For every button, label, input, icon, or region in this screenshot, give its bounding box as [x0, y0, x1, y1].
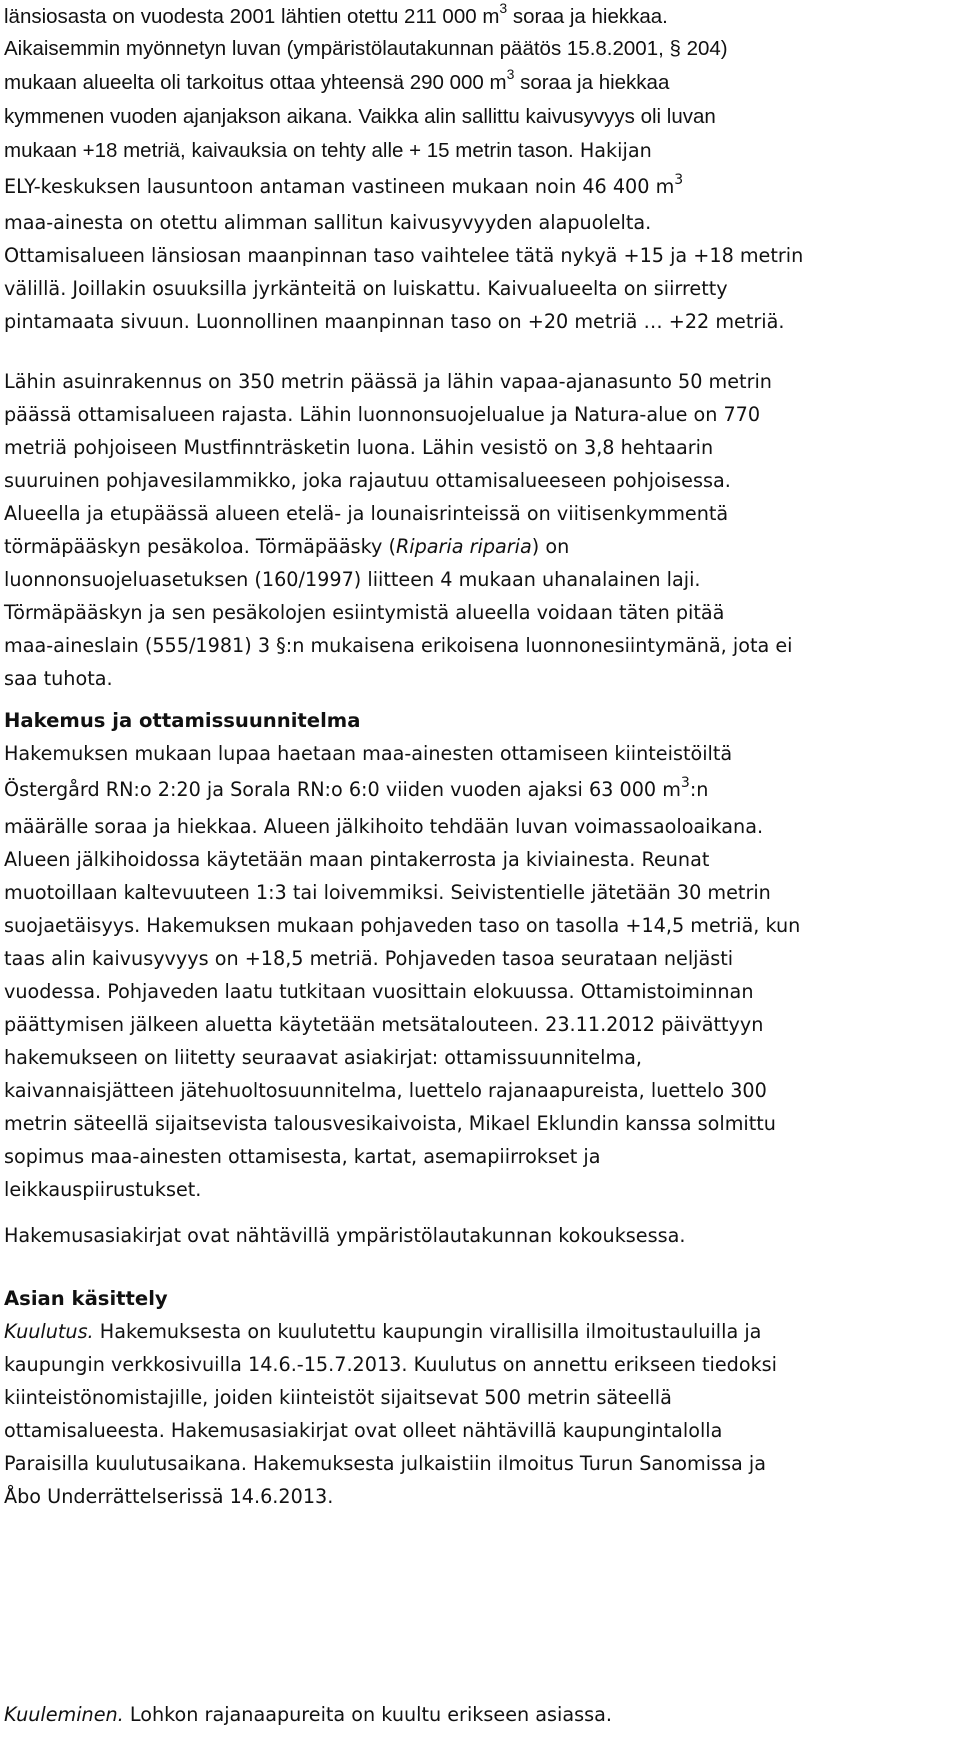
text-line: taas alin kaivusyvyys on +18,5 metriä. Pohjaveden tasoa seurataan neljästi	[4, 947, 734, 970]
text-line: saa tuhota.	[4, 667, 113, 690]
intro-text: mukaan alueelta oli tarkoitus ottaa yhteensä 290 000 m	[4, 71, 507, 94]
text-fragment: ) on	[531, 535, 570, 558]
text-line: sopimus maa-ainesten ottamisesta, kartat, asemapiirrokset ja	[4, 1145, 601, 1168]
text-line: metrin säteellä sijaitsevista talousvesikaivoista, Mikael Eklundin kanssa solmittu	[4, 1112, 776, 1135]
intro-line	[4, 168, 803, 206]
intro-text: länsiosasta on vuodesta 2001 lähtien otettu 211 000 m	[4, 5, 500, 28]
text-line: muotoillaan kaltevuuteen 1:3 tai loivemmiksi. Seivistentielle jätetään 30 metrin	[4, 881, 771, 904]
text-line: Lähin asuinrakennus on 350 metrin päässä ja lähin vapaa-ajanasunto 50 metrin	[4, 370, 772, 393]
text-line: maa-aineslain (555/1981) 3 §:n mukaisena erikoisena luonnonesiintymänä, jota ei	[4, 634, 793, 657]
text-fragment: törmäpääskyn pesäkoloa. Törmäpääsky (	[4, 535, 396, 558]
intro-line: Ottamisalueen länsiosan maanpinnan taso vaihtelee tätä nykyä +15 ja +18 metrin	[4, 244, 804, 267]
text-line: ottamisalueesta. Hakemusasiakirjat ovat olleet nähtävillä kaupungintalolla	[4, 1419, 723, 1442]
application-section	[4, 704, 800, 1206]
intro-line: pintamaata sivuun. Luonnollinen maanpinnan taso on +20 metriä … +22 metriä.	[4, 310, 785, 333]
text-fragment: :n	[689, 778, 709, 801]
section-heading: Hakemus ja ottamissuunnitelma	[4, 709, 361, 732]
text-line: kaupungin verkkosivuilla 14.6.-15.7.2013. Kuulutus on annettu erikseen tiedoksi	[4, 1353, 778, 1376]
intro-text: soraa ja hiekkaa.	[507, 5, 668, 28]
text-line: Alueen jälkihoidossa käytetään maan pintakerrosta ja kiviainesta. Reunat	[4, 848, 710, 871]
intro-text: soraa ja hiekkaa	[514, 71, 670, 94]
kuulutus-label: Kuulutus.	[4, 1320, 94, 1343]
intro-line: maa-ainesta on otettu alimman sallitun kaivusyvyyden alapuolelta.	[4, 211, 652, 234]
text-line: suuruinen pohjavesilammikko, joka rajautuu ottamisalueeseen pohjoisessa.	[4, 469, 731, 492]
superscript: 3	[506, 66, 515, 83]
intro-text: mukaan +18 metriä, kaivauksia on tehty alle + 15 metrin tason.	[4, 139, 574, 162]
text-line: luonnonsuojeluasetuksen (160/1997) liitteen 4 mukaan uhanalainen laji.	[4, 568, 701, 591]
intro-line: kymmenen vuoden ajanjakson aikana. Vaikka alin sallittu kaivusyvyys oli luvan	[4, 105, 716, 128]
species-name: Riparia riparia	[395, 535, 532, 558]
text-fragment: Hakemuksesta on kuulutettu kaupungin virallisilla ilmoitustauluilla ja	[93, 1320, 762, 1343]
documents-note: Hakemusasiakirjat ovat nähtävillä ympäristölautakunnan kokouksessa.	[4, 1224, 686, 1247]
text-line: määrälle soraa ja hiekkaa. Alueen jälkihoito tehdään luvan voimassaoloaikana.	[4, 815, 764, 838]
text-line: kaivannaisjätteen jätehuoltosuunnitelma, luettelo rajanaapureista, luettelo 300	[4, 1079, 767, 1102]
intro-line: Aikaisemmin myönnetyn luvan (ympäristölautakunnan päätös 15.8.2001, § 204)	[4, 37, 728, 60]
text-line: Hakemuksen mukaan lupaa haetaan maa-ainesten ottamiseen kiinteistöiltä	[4, 742, 733, 765]
kuuleminen-paragraph	[4, 1698, 612, 1731]
section-heading: Asian käsittely	[4, 1287, 168, 1310]
text-line: hakemukseen on liitetty seuraavat asiakirjat: ottamissuunnitelma,	[4, 1046, 642, 1069]
text-fragment: Lohkon rajanaapureita on kuultu erikseen asiassa.	[123, 1703, 612, 1726]
text-line: päättymisen jälkeen aluetta käytetään metsätalouteen. 23.11.2012 päivättyyn	[4, 1013, 764, 1036]
intro-line	[4, 2, 803, 32]
intro-text: Hakijan	[573, 139, 652, 162]
intro-text: ELY-keskuksen lausuntoon antaman vastineen mukaan noin 46 400 m	[4, 175, 675, 198]
text-line	[4, 530, 792, 563]
text-line: Åbo Underrättelserissä 14.6.2013.	[4, 1485, 334, 1508]
text-line: kiinteistönomistajille, joiden kiinteistöt sijaitsevat 500 metrin säteellä	[4, 1386, 672, 1409]
text-line: Törmäpääskyn ja sen pesäkolojen esiintymistä alueella voidaan täten pitää	[4, 601, 725, 624]
intro-paragraph	[4, 2, 803, 338]
superscript: 3	[499, 0, 508, 17]
intro-line	[4, 133, 803, 168]
text-line	[4, 770, 800, 810]
surroundings-paragraph	[4, 365, 792, 695]
text-line: vuodessa. Pohjaveden laatu tutkitaan vuosittain elokuussa. Ottamistoiminnan	[4, 980, 754, 1003]
text-line: Paraisilla kuulutusaikana. Hakemuksesta julkaistiin ilmoitus Turun Sanomissa ja	[4, 1452, 767, 1475]
superscript: 3	[674, 171, 684, 188]
text-line: leikkauspiirustukset.	[4, 1178, 202, 1201]
text-line: suojaetäisyys. Hakemuksen mukaan pohjaveden taso on tasolla +14,5 metriä, kun	[4, 914, 801, 937]
kuuleminen-label: Kuuleminen.	[4, 1703, 124, 1726]
intro-line: välillä. Joillakin osuuksilla jyrkänteitä on luiskattu. Kaivualueelta on siirretty	[4, 277, 728, 300]
processing-section	[4, 1282, 777, 1513]
text-line	[4, 1315, 777, 1348]
text-line: Alueella ja etupäässä alueen etelä- ja lounaisrinteissä on viitisenkymmentä	[4, 502, 729, 525]
superscript: 3	[680, 774, 690, 791]
text-fragment: Östergård RN:o 2:20 ja Sorala RN:o 6:0 viiden vuoden ajaksi 63 000 m	[4, 778, 681, 801]
text-line: päässä ottamisalueen rajasta. Lähin luonnonsuojelualue ja Natura-alue on 770	[4, 403, 761, 426]
text-line: metriä pohjoiseen Mustfinnträsketin luona. Lähin vesistö on 3,8 hehtaarin	[4, 436, 714, 459]
intro-line	[4, 65, 803, 100]
